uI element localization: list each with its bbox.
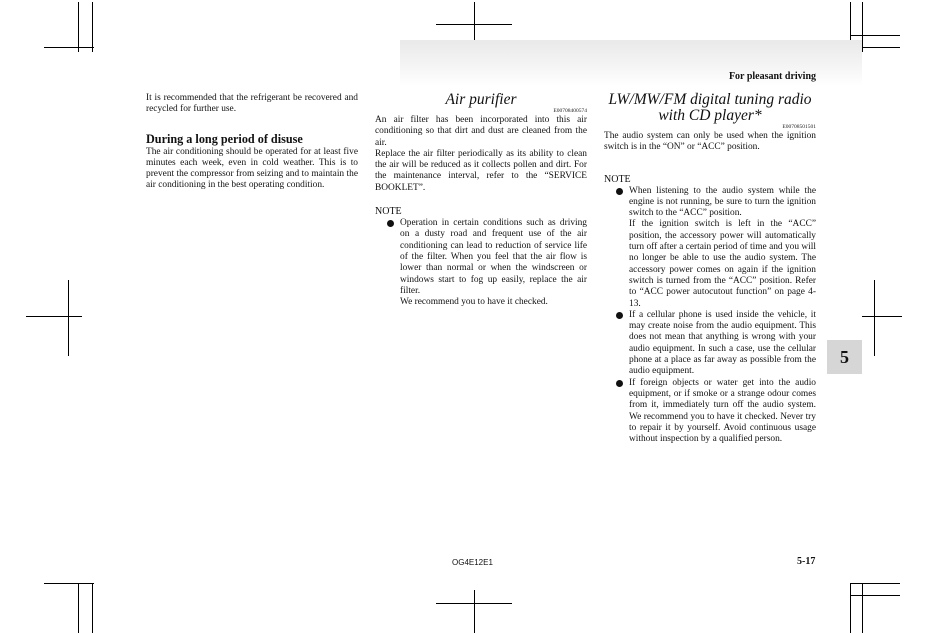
air-purifier-title: Air purifier bbox=[445, 91, 517, 108]
note-list bbox=[375, 218, 587, 308]
crop-mark bbox=[92, 2, 93, 52]
air-filter-paragraph: An air filter has been incorporated into this air conditioning so that dirt and dust are cleaned from the air. bbox=[375, 115, 587, 148]
radio-title-line2: with CD player* bbox=[658, 107, 762, 124]
chapter-tab bbox=[827, 340, 862, 374]
replace-filter-paragraph: Replace the air filter periodically as its ability to clean the air will be reduced as it collects pollen and dirt. For the maintenance interval, refer to the “SERVICE BOOKLET”. bbox=[375, 148, 587, 193]
note-extra: We recommend you to have it checked. bbox=[400, 297, 548, 308]
crop-mark bbox=[850, 35, 900, 36]
bullet-icon bbox=[616, 312, 623, 319]
note-label: NOTE bbox=[375, 206, 402, 218]
note-extra: If the ignition switch is left in the “ACC” position, the accessory power will automatically turn off after a certain period of time and you will no longer be able to use the audio system. The accessory power comes on again if the ignition switch is turned from the “ACC” position. Refer to “ACC power autocutout function” on page 4-13. bbox=[629, 219, 816, 309]
page-number: 5-17 bbox=[797, 556, 816, 567]
document-code: OG4E12E1 bbox=[452, 558, 493, 567]
section-title: For pleasant driving bbox=[728, 71, 816, 82]
audio-system-paragraph: The audio system can only be used when the ignition switch is in the “ON” or “ACC” position. bbox=[604, 131, 816, 153]
section-code: E00708400574 bbox=[553, 108, 587, 114]
note-text: When listening to the audio system while the engine is not running, be sure to turn the ignition switch to the “ACC” position. bbox=[629, 185, 816, 219]
crop-mark bbox=[862, 316, 902, 317]
list-item bbox=[629, 378, 816, 446]
bullet-icon bbox=[616, 380, 623, 387]
crop-mark bbox=[862, 2, 863, 52]
crop-mark bbox=[68, 280, 69, 356]
refrigerant-paragraph: It is recommended that the refrigerant be recovered and recycled for further use. bbox=[146, 93, 358, 115]
note-label: NOTE bbox=[604, 173, 631, 185]
crop-mark bbox=[874, 280, 875, 356]
crop-mark bbox=[850, 583, 900, 584]
disuse-heading: During a long period of disuse bbox=[146, 131, 303, 146]
crop-mark bbox=[44, 47, 94, 48]
bullet-icon bbox=[387, 220, 394, 227]
column-right bbox=[604, 92, 816, 445]
disuse-paragraph: The air conditioning should be operated for at least five minutes each week, even in cold weather. This is to prevent the compressor from seizing and to maintain the air conditioning in the best operating condition. bbox=[146, 146, 358, 191]
list-item bbox=[400, 218, 587, 308]
radio-title bbox=[604, 92, 816, 124]
crop-mark bbox=[78, 583, 79, 633]
note-text: If foreign objects or water get into the audio equipment, or if smoke or a strange odour comes from it, immediately turn off the audio system. We recommend you to have it checked. Never try to repair it by yourself. Avoid continuous usage without inspection by a qualified person. bbox=[629, 377, 816, 445]
list-item bbox=[629, 186, 816, 310]
chapter-number: 5 bbox=[840, 346, 849, 367]
column-left bbox=[146, 93, 358, 192]
note-text: Operation in certain conditions such as driving on a dusty road and frequent use of the air conditioning can lead to reduction of service life of the filter. When you feel that the air flow is lower than normal or when the windscreen or windows start to fog up easily, replace the air filter. bbox=[400, 218, 587, 296]
note-list bbox=[604, 186, 816, 446]
crop-mark bbox=[862, 583, 863, 633]
crop-mark bbox=[26, 316, 82, 317]
crop-mark bbox=[850, 595, 900, 596]
crop-mark bbox=[44, 583, 94, 584]
crop-mark bbox=[474, 590, 475, 633]
radio-title-line1: LW/MW/FM digital tuning radio bbox=[608, 91, 812, 108]
crop-mark bbox=[78, 2, 79, 52]
crop-mark bbox=[92, 583, 93, 633]
section-code: E00708501501 bbox=[782, 124, 816, 130]
note-text: If a cellular phone is used inside the vehicle, it may create noise from the audio equipment. This does not mean that anything is wrong with your audio equipment. In such a case, use the cellular phone at a place as far away as possible from the audio equipment. bbox=[629, 309, 816, 377]
bullet-icon bbox=[616, 188, 623, 195]
column-middle bbox=[375, 92, 587, 308]
crop-mark bbox=[850, 583, 851, 633]
list-item bbox=[629, 310, 816, 378]
